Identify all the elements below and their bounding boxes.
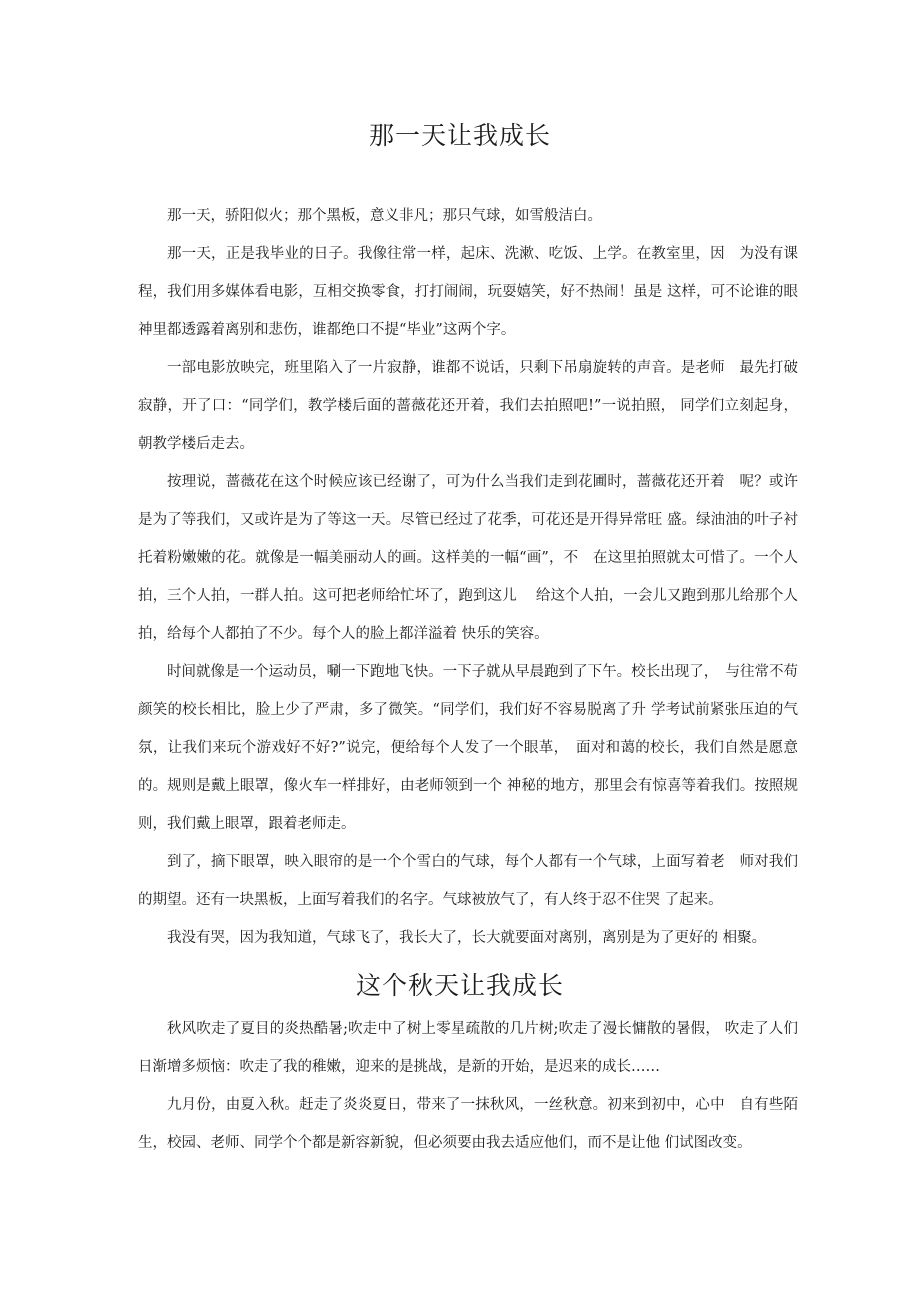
paragraph: 那一天，骄阳似火；那个黑板，意义非凡；那只气球，如雪般洁白。: [167, 208, 602, 224]
paragraph: 到了，摘下眼罩，映入眼帘的是一个个雪白的气球，每个人都有一个气球，上面写着老 师对我们的期望。还有一块黑板，上面写着我们的名字。气球被放气了，有人终于忍不住哭 了起来。: [138, 854, 798, 908]
paragraph: 那一天，正是我毕业的日子。我像往常一样，起床、洗漱、吃饭、上学。在教室里，因 为没有课程，我们用多媒体看电影，互相交换零食，打打闹闹，玩耍嬉笑，好不热闹！虽是 这样，可不论谁的眼神里都透露着离别和悲伤，谁都绝口不提“毕业”这两个字。: [138, 246, 798, 338]
paragraph: 秋风吹走了夏目的炎热酷暑;吹走中了树上零星疏散的几片树;吹走了漫长慵散的暑假， 吹走了人们日渐增多烦恼：吹走了我的稚嫩，迎来的是挑战，是新的开始，是迟来的成长……: [138, 1021, 798, 1075]
essay-2-title: 这个秋天让我成长: [355, 971, 564, 1000]
essay-1-title: 那一天让我成长: [368, 121, 551, 150]
paragraph: 按理说，蔷薇花在这个时候应该已经谢了，可为什么当我们走到花圃时，蔷薇花还开着 呢？或许是为了等我们，又或许是为了等这一天。尽管已经过了花季，可花还是开得异常旺 盛。绿油油的叶子衬托着粉嫩嫩的花。就像是一幅美丽动人的画。这样美的一幅“画”，不 在这里拍照就太可惜了。一个人拍，三个人拍，一群人拍。这可把老师给忙坏了，跑到这儿 给这个人拍，一会儿又跑到那儿给那个人拍，给每个人都拍了不少。每个人的脸上都洋溢着 快乐的笑容。: [138, 474, 798, 642]
paragraph: 时间就像是一个运动员，唰一下跑地飞快。一下子就从早晨跑到了下午。校长出现了， 与往常不苟颜笑的校长相比，脸上少了严肃，多了微笑。“同学们，我们好不容易脱离了升 学考试前紧张压迫的气氛，让我们来玩个游戏好不好?”说完，便给每个人发了一个眼革， 面对和蔼的校长，我们自然是愿意的。规则是戴上眼罩，像火车一样排好，由老师领到一个 神秘的地方，那里会有惊喜等着我们。按照规则，我们戴上眼罩，跟着老师走。: [138, 664, 798, 832]
essay-2-body: [138, 1010, 798, 1162]
paragraph: 一部电影放映完，班里陷入了一片寂静，谁都不说话，只剩下吊扇旋转的声音。是老师 最先打破寂静，开了口：“同学们，教学楼后面的蔷薇花还开着，我们去拍照吧!”一说拍照， 同学们立刻起身，朝教学楼后走去。: [138, 360, 798, 452]
paragraph: 我没有哭，因为我知道，气球飞了，我长大了，长大就要面对离别，离别是为了更好的 相聚。: [167, 930, 767, 946]
paragraph: 九月份，由夏入秋。赶走了炎炎夏日，带来了一抹秋风，一丝秋意。初来到初中，心中 自有些陌生，校园、老师、同学个个都是新容新貌，但必须要由我去适应他们，而不是让他 们试图改变。: [138, 1097, 798, 1151]
essay-1-body: [138, 197, 798, 957]
